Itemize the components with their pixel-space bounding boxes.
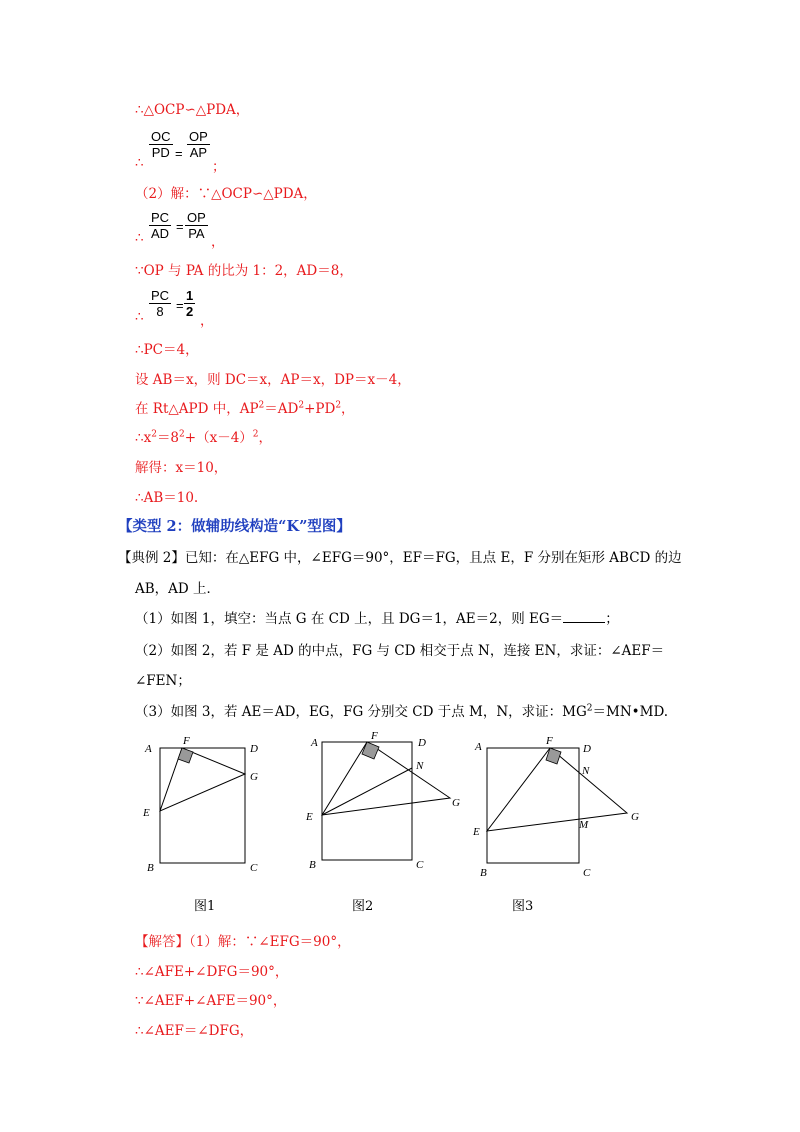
figure-caption: 图2 [352, 899, 374, 914]
label-e: E [306, 811, 313, 823]
problem-text: AB，AD 上． [135, 581, 221, 597]
therefore-mark: ∴ [135, 309, 144, 325]
label-c: C [416, 859, 424, 871]
equals-sign: = [175, 146, 183, 161]
statement-line: 在 Rt△APD 中，$AP^2=AD^2+PD^2$， [135, 400, 355, 417]
figure-caption: 图1 [194, 899, 216, 914]
fraction-1-2: 1 2 [186, 288, 194, 319]
problem-text: （2）如图 2，若 F 是 AD 的中点，FG 与 CD 相交于点 N，连接 EN，求证：∠AEF＝ [135, 643, 665, 659]
label-b: B [480, 867, 487, 879]
label-g: G [250, 771, 258, 783]
label-a: A [475, 741, 482, 753]
label-b: B [309, 859, 316, 871]
label-d: D [250, 743, 258, 755]
label-a: A [311, 737, 318, 749]
equals-sign: = [176, 298, 184, 313]
problem-text: （3）如图 3，若 AE＝AD，EG，FG 分别交 CD 于点 M，N，求证：$MG^2=MN•MD$. [135, 703, 669, 720]
statement-line: （2）解：∵△OCP∽△PDA， [135, 186, 317, 202]
label-c: C [583, 867, 591, 879]
figure-caption: 图3 [512, 899, 534, 914]
figure-3 [472, 735, 639, 879]
answer-text: ∴∠AFE+∠DFG＝90°， [135, 964, 289, 980]
statement-line: 设 AB＝x，则 DC＝x，AP＝x，DP＝x－4， [135, 372, 411, 388]
fraction-op-pa: OP PA [187, 210, 206, 241]
answer-text: ∵∠AEF+∠AFE＝90°， [135, 993, 287, 1009]
statement-line: ∵OP 与 PA 的比为 1：2，AD＝8， [135, 263, 353, 279]
answer-text: ∴∠AEF＝∠DFG， [135, 1023, 254, 1039]
section-heading: 【类型 2：做辅助线构造“K”型图】 [118, 518, 351, 535]
geometry-figures [135, 728, 665, 888]
label-n: N [416, 760, 424, 772]
label-a: A [145, 743, 152, 755]
figure-2 [305, 730, 460, 871]
equals-sign: = [176, 219, 184, 234]
fraction-pc-ad: PC AD [151, 210, 170, 241]
label-f: F [183, 735, 190, 747]
therefore-mark: ∴ [135, 155, 144, 171]
statement-line: $\therefore x^2=8^2+(x-4)^2$， [135, 429, 273, 446]
label-n: N [582, 765, 590, 777]
fraction-oc-pd: OC PD [151, 129, 171, 160]
label-g: G [631, 811, 639, 823]
label-d: D [418, 737, 426, 749]
statement-line: ∴AB＝10. [135, 490, 199, 506]
label-c: C [250, 862, 258, 874]
label-m: M [579, 819, 589, 831]
problem-text: （1）如图 1，填空：当点 G 在 CD 上，且 DG＝1，AE＝2，则 EG＝ ； [135, 611, 619, 627]
therefore-mark: ∴ [135, 230, 144, 246]
punctuation: ， [211, 234, 225, 250]
answer-blank [563, 610, 605, 623]
label-e: E [473, 826, 480, 838]
label-d: D [583, 743, 591, 755]
label-b: B [147, 862, 154, 874]
figure-1 [142, 735, 258, 874]
label-e: E [143, 807, 150, 819]
fraction-pc-8: PC 8 [151, 288, 170, 319]
statement-line: ∴△OCP∽△PDA， [135, 102, 250, 118]
fraction-op-ap: OP AP [189, 129, 208, 160]
label-f: F [546, 735, 553, 747]
problem-text: ∠FEN； [135, 673, 191, 689]
answer-text: 【解答】（1）解：∵∠EFG＝90°， [135, 934, 351, 950]
statement-line: ∴PC＝4， [135, 342, 199, 358]
label-f: F [371, 730, 378, 742]
statement-line: 解得：x＝10， [135, 460, 228, 476]
label-g: G [452, 797, 460, 809]
problem-text: 【典例 2】已知：在△EFG 中，∠EFG＝90°，EF＝FG，且点 E，F 分别在矩形 ABCD 的边 [118, 550, 682, 566]
punctuation: ； [212, 159, 226, 175]
punctuation: ， [200, 313, 214, 329]
